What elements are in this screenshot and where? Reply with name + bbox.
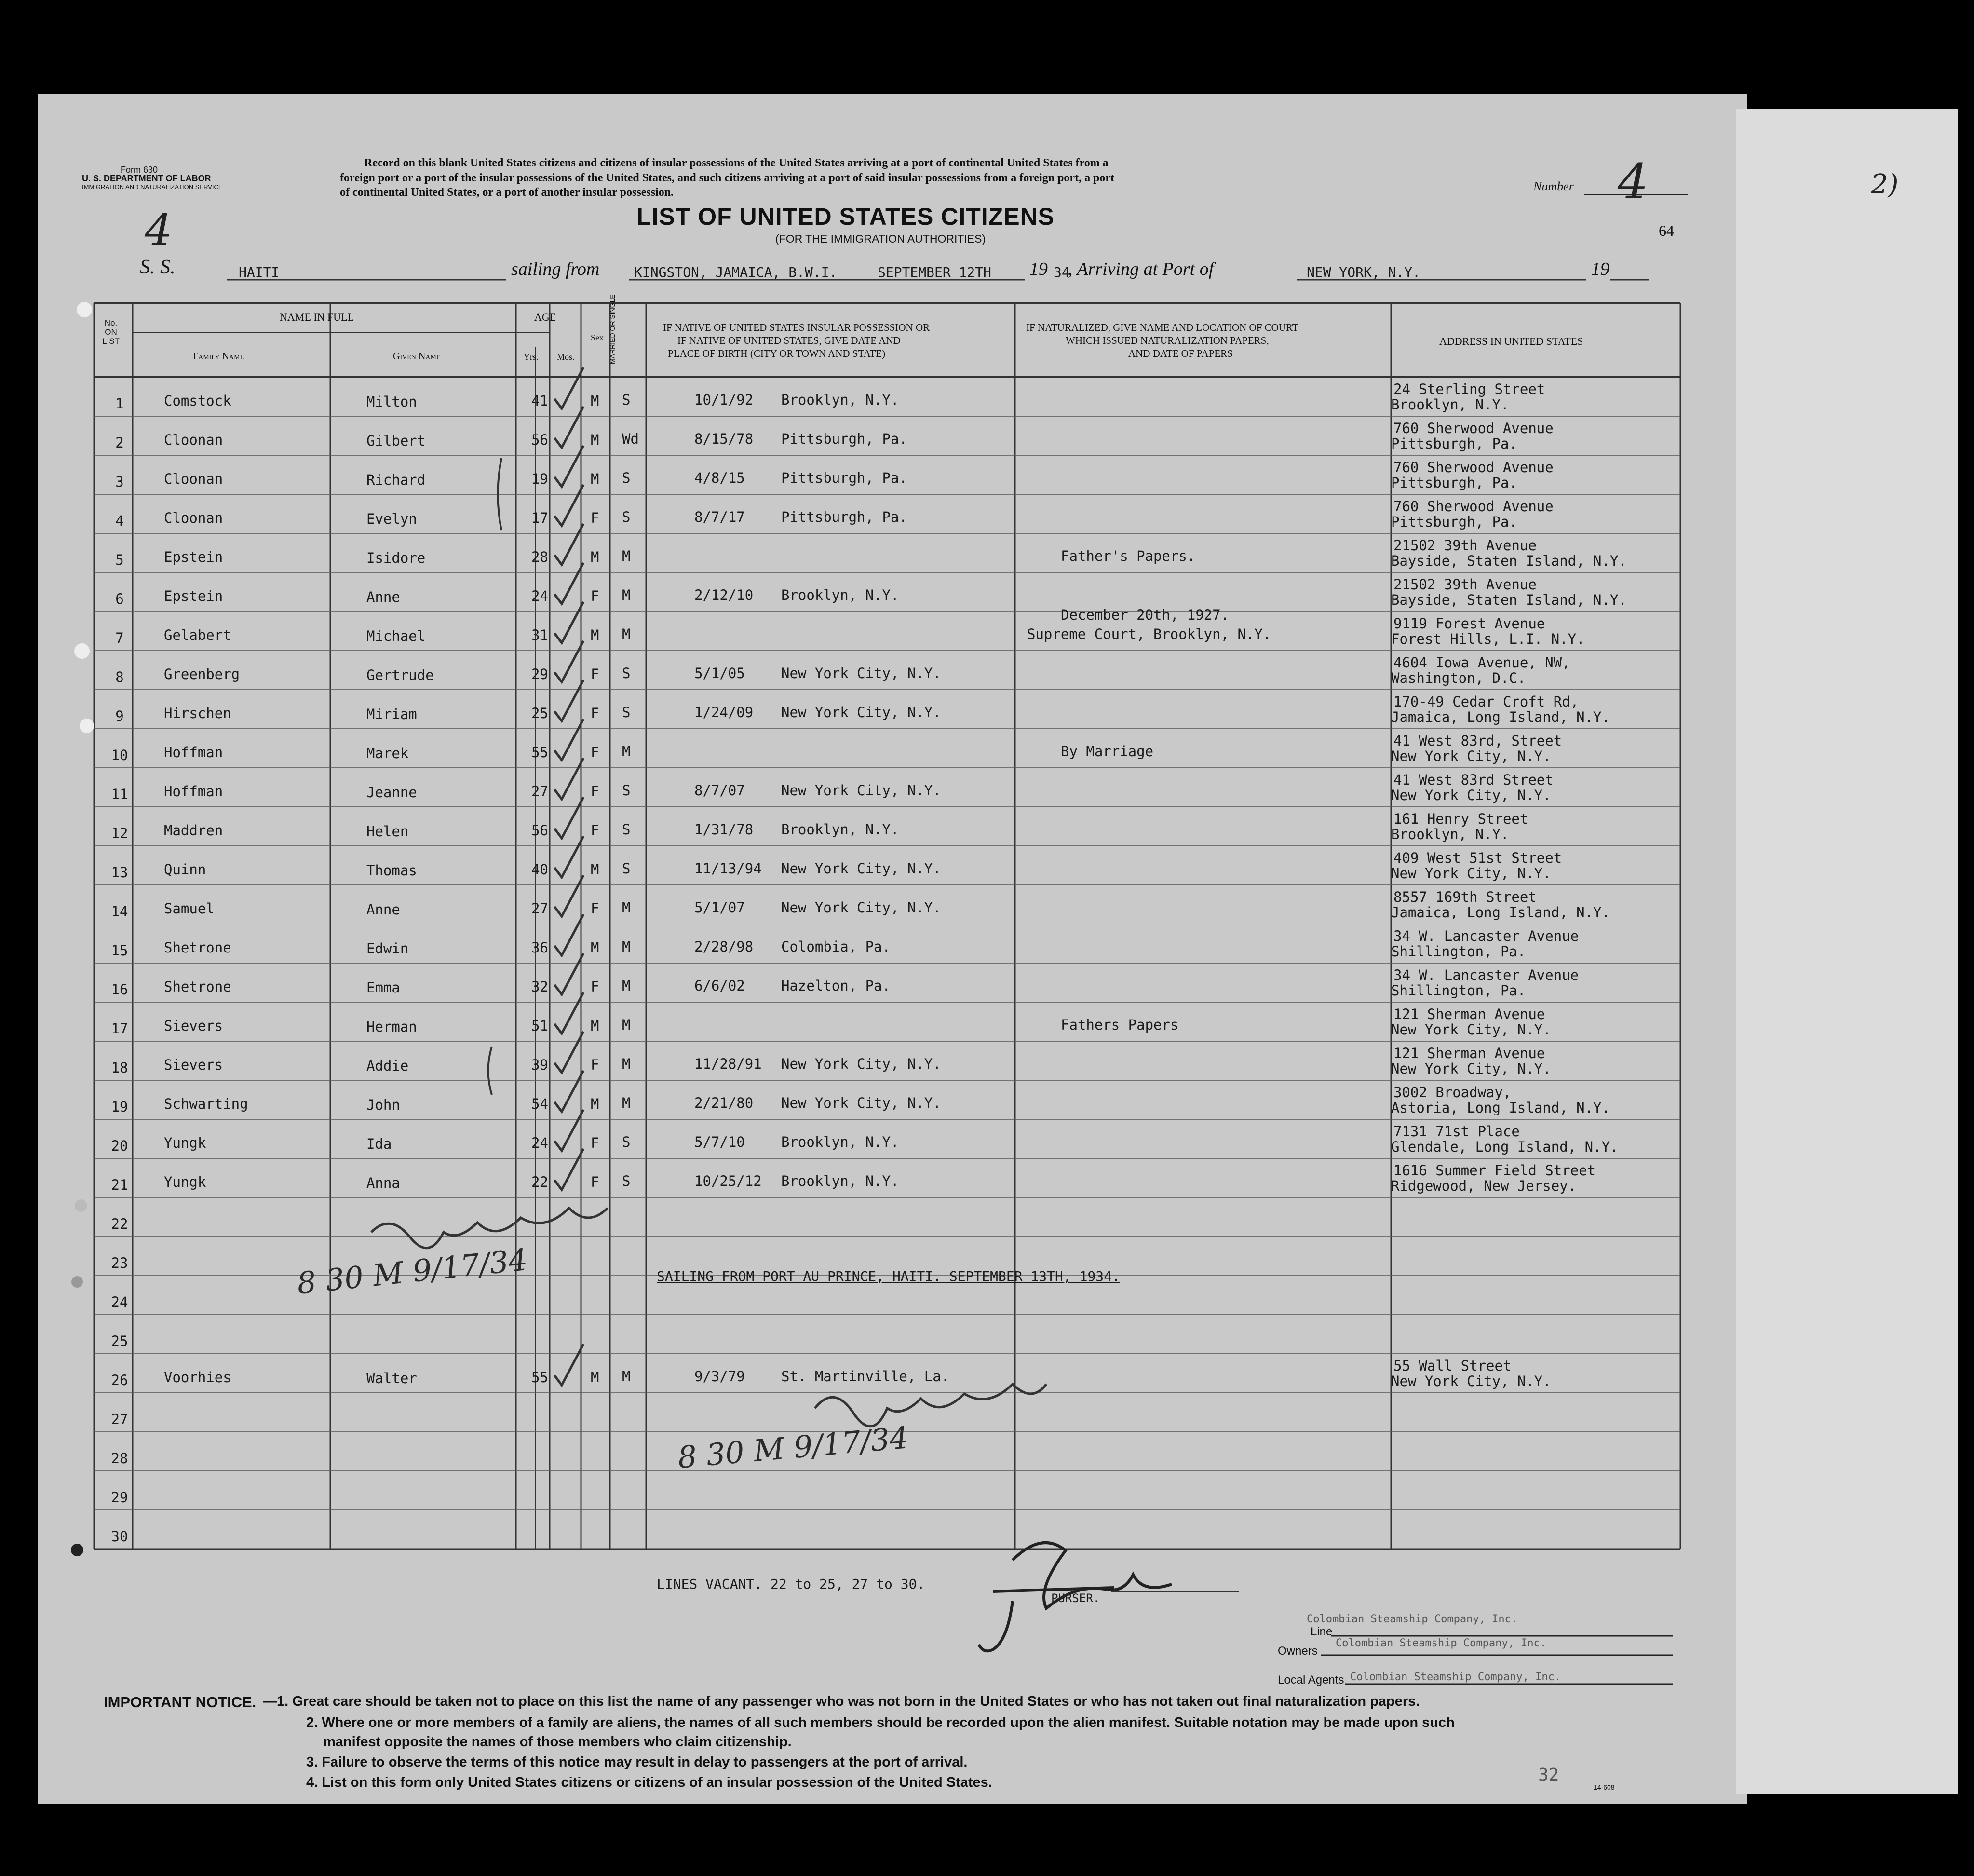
given-name: Ida: [366, 1136, 392, 1152]
birth-place: New York City, N.Y.: [781, 1095, 941, 1111]
col-header-mos: Mos.: [557, 352, 575, 362]
birth-place: New York City, N.Y.: [781, 1056, 941, 1072]
address-line-1: 41 West 83rd Street: [1393, 772, 1554, 788]
given-name: Anne: [366, 901, 400, 918]
form-title: LIST OF UNITED STATES CITIZENS: [636, 203, 1055, 230]
address-line-2: Jamaica, Long Island, N.Y.: [1391, 904, 1610, 921]
address-line-2: Pittsburgh, Pa.: [1391, 475, 1517, 491]
age-years: 36: [531, 939, 548, 956]
given-name: Isidore: [366, 550, 426, 566]
row-number: 5: [115, 552, 124, 568]
birth-place: New York City, N.Y.: [781, 860, 941, 877]
naturalization-court: Supreme Court, Brooklyn, N.Y.: [1027, 626, 1271, 642]
marital-status: S: [622, 1134, 631, 1150]
marital-status: M: [622, 1017, 631, 1033]
row-number: 30: [111, 1528, 128, 1545]
age-years: 55: [531, 1369, 548, 1386]
address-line-1: 24 Sterling Street: [1393, 381, 1545, 397]
age-years: 39: [531, 1057, 548, 1073]
birth-place: Brooklyn, N.Y.: [781, 1173, 899, 1189]
number-value: 4: [1618, 153, 1649, 210]
notice-3: 3. Failure to observe the terms of this notice may result in delay to passengers at the port of arrival.: [306, 1754, 968, 1770]
sex: F: [591, 783, 599, 800]
birth-date: 11/13/94: [694, 860, 762, 877]
given-name: Miriam: [366, 706, 417, 722]
row-number: 6: [115, 591, 124, 607]
sex: F: [591, 1174, 599, 1190]
col-header-given: Given Name: [393, 351, 441, 362]
col-header-birth-2: IF NATIVE OF UNITED STATES, GIVE DATE AND: [677, 335, 901, 346]
sex: M: [591, 471, 599, 487]
sex: M: [591, 939, 599, 956]
col-header-married: MARRIED OR SINGLE: [608, 294, 616, 364]
marital-status: M: [622, 548, 631, 564]
address-line-2: New York City, N.Y.: [1391, 1060, 1551, 1077]
col-header-address: ADDRESS IN UNITED STATES: [1439, 335, 1583, 347]
birth-place: New York City, N.Y.: [781, 665, 941, 681]
family-name: Yungk: [164, 1135, 206, 1151]
family-name: Shetrone: [164, 939, 231, 956]
address-line-1: 1616 Summer Field Street: [1393, 1162, 1596, 1179]
address-line-2: Forest Hills, L.I. N.Y.: [1391, 631, 1585, 647]
address-line-1: 121 Sherman Avenue: [1393, 1006, 1545, 1022]
col-header-nat-1: IF NATURALIZED, GIVE NAME AND LOCATION OF COURT: [1026, 322, 1298, 333]
family-name: Cloonan: [164, 471, 223, 487]
address-line-2: Glendale, Long Island, N.Y.: [1391, 1139, 1619, 1155]
department-label: U. S. DEPARTMENT OF LABOR: [82, 174, 211, 183]
address-line-1: 170-49 Cedar Croft Rd,: [1393, 693, 1579, 710]
marital-status: M: [622, 978, 631, 994]
ss-label: S. S.: [140, 256, 176, 278]
family-name: Epstein: [164, 588, 223, 604]
birth-place: Hazelton, Pa.: [781, 978, 891, 994]
address-line-2: Jamaica, Long Island, N.Y.: [1391, 709, 1610, 725]
given-name: Marek: [366, 745, 409, 761]
birth-date: 2/28/98: [694, 938, 754, 955]
address-line-2: New York City, N.Y.: [1391, 1021, 1551, 1038]
age-years: 31: [531, 627, 548, 643]
birth-place: Pittsburgh, Pa.: [781, 431, 907, 447]
birth-date: 8/7/07: [694, 782, 745, 799]
birth-place: New York City, N.Y.: [781, 899, 941, 916]
age-years: 55: [531, 744, 548, 761]
right-mark: 64: [1659, 222, 1674, 239]
age-years: 51: [531, 1018, 548, 1034]
vacant-lines-note: LINES VACANT. 22 to 25, 27 to 30.: [657, 1576, 925, 1592]
sex: F: [591, 666, 599, 682]
given-name: Emma: [366, 979, 400, 996]
birth-date: 2/21/80: [694, 1095, 754, 1111]
age-years: 17: [531, 510, 548, 526]
birth-place: Pittsburgh, Pa.: [781, 509, 907, 525]
family-name: Comstock: [164, 393, 231, 409]
marital-status: Wd: [622, 431, 639, 447]
marital-status: M: [622, 899, 631, 916]
birth-place: New York City, N.Y.: [781, 704, 941, 720]
sex: M: [591, 549, 599, 565]
birth-date: 9/3/79: [694, 1368, 745, 1385]
given-name: Jeanne: [366, 784, 417, 801]
given-name: Addie: [366, 1058, 409, 1074]
marital-status: M: [622, 1056, 631, 1072]
sex: F: [591, 900, 599, 917]
age-years: 40: [531, 861, 548, 878]
col-header-birth-1: IF NATIVE OF UNITED STATES INSULAR POSSESSION OR: [663, 322, 930, 333]
address-line-1: 34 W. Lancaster Avenue: [1393, 967, 1579, 983]
address-line-1: 34 W. Lancaster Avenue: [1393, 928, 1579, 944]
birth-date: 5/1/07: [694, 899, 745, 916]
row-number: 10: [111, 747, 128, 763]
birth-place: Brooklyn, N.Y.: [781, 587, 899, 603]
col-header-family: Family Name: [193, 351, 244, 362]
marital-status: M: [622, 1095, 631, 1111]
sex: F: [591, 979, 599, 995]
owners-value: Colombian Steamship Company, Inc.: [1336, 1637, 1547, 1649]
corner-mark: 2): [1871, 169, 1899, 200]
given-name: Richard: [366, 472, 426, 488]
sex: M: [591, 1018, 599, 1034]
family-name: Sievers: [164, 1057, 223, 1073]
sex: F: [591, 588, 599, 604]
family-name: Yungk: [164, 1174, 206, 1190]
age-years: 27: [531, 900, 548, 917]
col-header-age: AGE: [534, 311, 556, 323]
sex: M: [591, 1369, 599, 1386]
form-number: Form 630: [121, 165, 158, 175]
arrival-port: NEW YORK, N.Y.: [1307, 264, 1421, 280]
notice-2-cont: manifest opposite the names of those members who claim citizenship.: [323, 1734, 792, 1750]
given-name: Evelyn: [366, 511, 417, 527]
marital-status: S: [622, 665, 631, 681]
birth-date: 6/6/02: [694, 978, 745, 994]
birth-date: 5/1/05: [694, 665, 745, 681]
birth-place: Pittsburgh, Pa.: [781, 470, 907, 486]
row-number: 13: [111, 864, 128, 881]
agents-label: Local Agents: [1278, 1673, 1344, 1686]
row-number: 3: [115, 474, 124, 490]
naturalization-info: December 20th, 1927.: [1061, 606, 1230, 623]
form-code: 14-608: [1594, 1783, 1615, 1791]
age-years: 19: [531, 471, 548, 487]
sex: F: [591, 510, 599, 526]
inspection-stamp-1: 8 30 M 9/17/34: [295, 1242, 529, 1301]
sex: F: [591, 1135, 599, 1151]
row-number: 7: [115, 630, 124, 646]
departure-date: SEPTEMBER 12TH: [878, 264, 992, 280]
family-name: Voorhies: [164, 1369, 231, 1386]
address-line-2: New York City, N.Y.: [1391, 787, 1551, 803]
row-number: 4: [115, 513, 124, 529]
naturalization-info: Father's Papers.: [1061, 548, 1196, 564]
row-number: 15: [111, 942, 128, 959]
marital-status: S: [622, 470, 631, 486]
service-label: IMMIGRATION AND NATURALIZATION SERVICE: [82, 183, 223, 190]
row-number: 9: [115, 708, 124, 724]
col-header-nat-2: WHICH ISSUED NATURALIZATION PAPERS,: [1066, 335, 1269, 346]
marital-status: S: [622, 1173, 631, 1189]
age-years: 27: [531, 783, 548, 800]
address-line-1: 41 West 83rd, Street: [1393, 733, 1562, 749]
address-line-2: New York City, N.Y.: [1391, 865, 1551, 882]
age-years: 24: [531, 588, 548, 604]
address-line-1: 21502 39th Avenue: [1393, 537, 1537, 554]
row-number: 26: [111, 1372, 128, 1388]
marital-status: S: [622, 704, 631, 720]
marital-status: S: [622, 821, 631, 838]
address-line-1: 4604 Iowa Avenue, NW,: [1393, 654, 1570, 671]
instruction-line-2: foreign port or a port of the insular possessions of the United States, and such citizens arriving at a port of said insular possessions from a foreign port, a port: [340, 172, 1115, 184]
row-number: 22: [111, 1216, 128, 1232]
sex: F: [591, 744, 599, 761]
age-years: 25: [531, 705, 548, 721]
col-header-birth-3: PLACE OF BIRTH (CITY OR TOWN AND STATE): [668, 348, 886, 359]
row-number: 28: [111, 1450, 128, 1467]
row-number: 20: [111, 1138, 128, 1154]
page-number: 32: [1538, 1765, 1559, 1785]
given-name: Anne: [366, 589, 400, 605]
address-line-1: 121 Sherman Avenue: [1393, 1045, 1545, 1061]
given-name: John: [366, 1097, 400, 1113]
address-line-2: New York City, N.Y.: [1391, 748, 1551, 764]
departure-year: 34: [1054, 264, 1070, 280]
address-line-2: Astoria, Long Island, N.Y.: [1391, 1100, 1610, 1116]
address-line-1: 55 Wall Street: [1393, 1358, 1512, 1374]
notice-title: IMPORTANT NOTICE.: [104, 1694, 257, 1711]
age-years: 29: [531, 666, 548, 682]
family-name: Cloonan: [164, 432, 223, 448]
row-number: 11: [111, 786, 128, 802]
sailing-note: SAILING FROM PORT AU PRINCE, HAITI. SEPTEMBER 13TH, 1934.: [657, 1268, 1120, 1284]
col-header-no: No. ON LIST: [102, 318, 120, 346]
row-number: 18: [111, 1060, 128, 1076]
address-line-1: 21502 39th Avenue: [1393, 576, 1537, 593]
family-name: Maddren: [164, 822, 223, 839]
given-name: Gertrude: [366, 667, 434, 683]
family-name: Epstein: [164, 549, 223, 565]
number-label: Number: [1533, 179, 1574, 193]
family-name: Hirschen: [164, 705, 231, 721]
given-name: Michael: [366, 628, 426, 644]
sex: F: [591, 822, 599, 839]
line-value: Colombian Steamship Company, Inc.: [1307, 1613, 1518, 1625]
birth-place: Brooklyn, N.Y.: [781, 821, 899, 838]
marital-status: S: [622, 782, 631, 799]
col-header-sex: Sex: [591, 333, 604, 342]
col-header-yrs: Yrs.: [524, 352, 539, 362]
birth-date: 8/15/78: [694, 431, 754, 447]
sex: M: [591, 432, 599, 448]
row-number: 1: [115, 395, 124, 412]
agents-value: Colombian Steamship Company, Inc.: [1350, 1671, 1561, 1683]
notice-2: 2. Where one or more members of a family are aliens, the names of all such members should be recorded upon the alien manifest. Suitable notation may be made upon such: [306, 1715, 1455, 1730]
row-number: 25: [111, 1333, 128, 1349]
family-name: Sievers: [164, 1018, 223, 1034]
address-line-2: Brooklyn, N.Y.: [1391, 826, 1509, 843]
family-name: Schwarting: [164, 1096, 248, 1112]
address-line-1: 3002 Broadway,: [1393, 1084, 1512, 1101]
row-number: 23: [111, 1255, 128, 1271]
line-label: Line: [1311, 1625, 1333, 1638]
age-years: 56: [531, 822, 548, 839]
address-line-1: 161 Henry Street: [1393, 811, 1528, 827]
left-handwritten-mark: 4: [145, 205, 173, 256]
address-line-1: 8557 169th Street: [1393, 889, 1537, 905]
given-name: Edwin: [366, 940, 409, 957]
age-years: 54: [531, 1096, 548, 1112]
marital-status: M: [622, 587, 631, 603]
sex: F: [591, 705, 599, 721]
address-line-2: Brooklyn, N.Y.: [1391, 396, 1509, 413]
marital-status: S: [622, 860, 631, 877]
purser-label: PURSER.: [1051, 1591, 1100, 1605]
sex: F: [591, 1057, 599, 1073]
row-number: 21: [111, 1177, 128, 1193]
age-years: 24: [531, 1135, 548, 1151]
birth-date: 1/24/09: [694, 704, 754, 720]
birth-date: 8/7/17: [694, 509, 745, 525]
birth-place: Colombia, Pa.: [781, 938, 891, 955]
birth-date: 10/1/92: [694, 392, 754, 408]
birth-place: St. Martinville, La.: [781, 1368, 950, 1385]
row-number: 29: [111, 1489, 128, 1506]
row-number: 17: [111, 1020, 128, 1037]
given-name: Helen: [366, 823, 409, 840]
address-line-2: Shillington, Pa.: [1391, 982, 1526, 999]
age-years: 56: [531, 432, 548, 448]
row-number: 12: [111, 825, 128, 842]
row-number: 16: [111, 981, 128, 998]
family-name: Hoffman: [164, 744, 223, 761]
naturalization-info: By Marriage: [1061, 743, 1154, 760]
marital-status: S: [622, 509, 631, 525]
family-name: Hoffman: [164, 783, 223, 800]
family-name: Shetrone: [164, 979, 231, 995]
birth-date: 10/25/12: [694, 1173, 762, 1189]
family-name: Samuel: [164, 900, 215, 917]
birth-date: 5/7/10: [694, 1134, 745, 1150]
address-line-1: 760 Sherwood Avenue: [1393, 498, 1554, 515]
year-prefix: 19: [1029, 259, 1048, 279]
row-number: 27: [111, 1411, 128, 1427]
row-number: 19: [111, 1099, 128, 1115]
sex: M: [591, 627, 599, 643]
given-name: Thomas: [366, 862, 417, 879]
given-name: Walter: [366, 1370, 417, 1387]
address-line-2: Ridgewood, New Jersey.: [1391, 1178, 1577, 1194]
sex: M: [591, 1096, 599, 1112]
age-years: 22: [531, 1174, 548, 1190]
marital-status: M: [622, 626, 631, 642]
birth-place: Brooklyn, N.Y.: [781, 1134, 899, 1150]
sex: M: [591, 393, 599, 409]
col-header-name-in-full: NAME IN FULL: [280, 311, 354, 323]
row-number: 24: [111, 1294, 128, 1310]
birth-date: 4/8/15: [694, 470, 745, 486]
age-years: 41: [531, 393, 548, 409]
given-name: Anna: [366, 1175, 400, 1191]
address-line-2: Bayside, Staten Island, N.Y.: [1391, 592, 1627, 608]
address-line-1: 409 West 51st Street: [1393, 850, 1562, 866]
address-line-2: New York City, N.Y.: [1391, 1373, 1551, 1389]
arrival-year-prefix: 19: [1591, 259, 1609, 279]
family-name: Cloonan: [164, 510, 223, 526]
birth-date: 1/31/78: [694, 821, 754, 838]
birth-place: Brooklyn, N.Y.: [781, 392, 899, 408]
address-line-2: Bayside, Staten Island, N.Y.: [1391, 553, 1627, 569]
address-line-1: 9119 Forest Avenue: [1393, 615, 1545, 632]
marital-status: M: [622, 743, 631, 760]
notice-1: —1. Great care should be taken not to place on this list the name of any passenger who was not born in the United States or who has not taken out final naturalization papers.: [263, 1694, 1420, 1709]
birth-date: 11/28/91: [694, 1056, 762, 1072]
family-name: Gelabert: [164, 627, 231, 643]
row-number: 2: [115, 435, 124, 451]
age-years: 32: [531, 979, 548, 995]
birth-date: 2/12/10: [694, 587, 754, 603]
departure-port: KINGSTON, JAMAICA, B.W.I.: [634, 264, 838, 280]
naturalization-info: Fathers Papers: [1061, 1017, 1179, 1033]
inspection-stamp-2: 8 30 M 9/17/34: [676, 1420, 910, 1475]
notice-4: 4. List on this form only United States citizens or citizens of an insular possession of the United States.: [306, 1775, 992, 1790]
form-subtitle: (FOR THE IMMIGRATION AUTHORITIES): [775, 232, 986, 245]
marital-status: M: [622, 1368, 631, 1385]
family-name: Quinn: [164, 861, 206, 878]
given-name: Herman: [366, 1019, 417, 1035]
instruction-line-3: of continental United States, or a port of another insular possession.: [340, 186, 674, 199]
birth-place: New York City, N.Y.: [781, 782, 941, 799]
marital-status: M: [622, 938, 631, 955]
address-line-2: Pittsburgh, Pa.: [1391, 514, 1517, 530]
ship-name: HAITI: [239, 264, 280, 280]
family-name: Greenberg: [164, 666, 240, 682]
owners-label: Owners: [1278, 1645, 1318, 1658]
address-line-2: Shillington, Pa.: [1391, 943, 1526, 960]
address-line-1: 760 Sherwood Avenue: [1393, 420, 1554, 436]
sailing-label: sailing from: [511, 259, 600, 279]
given-name: Gilbert: [366, 433, 426, 449]
row-number: 14: [111, 903, 128, 920]
row-number: 8: [115, 669, 124, 685]
address-line-2: Pittsburgh, Pa.: [1391, 435, 1517, 452]
age-years: 28: [531, 549, 548, 565]
col-header-nat-3: AND DATE OF PAPERS: [1128, 348, 1233, 359]
instruction-line-1: Record on this blank United States citizens and citizens of insular possessions of the United States arriving at a port of continental United States from a: [364, 157, 1109, 169]
marital-status: S: [622, 392, 631, 408]
sex: M: [591, 861, 599, 878]
arriving-label: , Arriving at Port of: [1068, 259, 1214, 279]
address-line-1: 760 Sherwood Avenue: [1393, 459, 1554, 476]
address-line-2: Washington, D.C.: [1391, 670, 1526, 686]
address-line-1: 7131 71st Place: [1393, 1123, 1520, 1140]
given-name: Milton: [366, 394, 417, 410]
